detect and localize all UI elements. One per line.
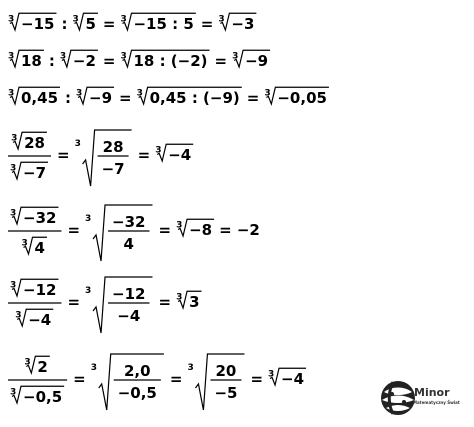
equation-line5: [8, 205, 260, 261]
root-index: 3: [136, 88, 143, 99]
radicand: −0,05: [277, 89, 327, 107]
root-index: 3: [120, 51, 127, 62]
radicand: 18 : (−2): [133, 52, 208, 70]
root-index: 3: [21, 238, 28, 249]
root-index: 3: [120, 14, 127, 25]
root-index: 3: [10, 208, 17, 219]
equals-sign: =: [57, 146, 70, 164]
root-index: 3: [155, 145, 162, 156]
root-index: 3: [8, 14, 15, 25]
radicand: −0,5: [23, 388, 63, 406]
root-index: 3: [264, 88, 271, 99]
root-index: 3: [85, 286, 92, 296]
root-index: 3: [72, 14, 79, 25]
equals-sign: =: [169, 370, 183, 388]
logo-subtitle: Matematyczny Świat: [413, 400, 460, 405]
radicand: −2: [72, 52, 96, 70]
root-index: 3: [187, 363, 194, 373]
radicand: −4: [28, 311, 52, 329]
radicand: −4: [168, 146, 192, 164]
equals-sign: =: [158, 293, 172, 311]
globe-icon: [381, 381, 415, 415]
equals-sign: =: [102, 52, 116, 70]
equals-sign: =: [102, 15, 116, 33]
equation-line7: [8, 354, 306, 410]
equals-sign: =: [73, 370, 86, 388]
radicand: −9: [245, 52, 269, 70]
root-index: 3: [85, 214, 92, 224]
root-index: 3: [8, 51, 15, 62]
radicand: −8: [189, 221, 213, 239]
equation-line4: [8, 130, 193, 186]
root-index: 3: [176, 220, 183, 231]
equals-sign: =: [137, 146, 151, 164]
root-index: 3: [24, 357, 31, 368]
root-index: 3: [176, 292, 183, 303]
minor-logo: [381, 381, 460, 415]
denominator: −0,5: [117, 384, 157, 402]
denominator: −5: [214, 384, 238, 402]
radicand: −12: [23, 281, 57, 299]
equals-sign: =: [67, 293, 81, 311]
equation-line1: [8, 13, 256, 33]
equation-line3: [8, 87, 329, 107]
numerator: 20: [215, 362, 237, 380]
root-index: 3: [59, 51, 67, 62]
root-index: 3: [268, 369, 275, 380]
numerator: −32: [112, 213, 146, 231]
radicand: 3: [189, 293, 200, 311]
root-index: 3: [8, 88, 15, 99]
root-index: 3: [10, 387, 17, 398]
radicand: −4: [281, 370, 305, 388]
denominator: −7: [101, 160, 125, 178]
root-index: 3: [15, 310, 22, 321]
root-index: 3: [74, 139, 81, 149]
radicand: 5: [85, 15, 96, 33]
radicand: 28: [24, 134, 45, 152]
equation-line6: [8, 277, 202, 333]
radicand: 4: [34, 239, 45, 257]
equals-sign: =: [246, 89, 260, 107]
radicand: −3: [231, 15, 255, 33]
radicand: −15 : 5: [133, 15, 194, 33]
equals-sign: =: [250, 370, 264, 388]
radicand: 0,45 : (−9): [149, 89, 240, 107]
denominator: 4: [123, 235, 134, 253]
radicand: −9: [89, 89, 113, 107]
radicand: 0,45: [21, 89, 59, 107]
division-sign: :: [48, 52, 55, 70]
equals-sign: =: [200, 15, 214, 33]
root-index: 3: [10, 280, 17, 291]
numerator: 28: [102, 138, 124, 156]
equals-sign: =: [67, 221, 81, 239]
equals-sign: =: [119, 89, 132, 107]
division-sign: :: [61, 15, 68, 33]
radicand: −7: [23, 164, 47, 182]
radicand: −32: [23, 209, 57, 227]
radicand: 18: [21, 52, 42, 70]
equals-sign: =: [158, 221, 172, 239]
numerator: 2,0: [124, 362, 151, 380]
equation-line2: [8, 50, 270, 70]
division-sign: :: [65, 89, 72, 107]
radicand: 2: [37, 358, 48, 376]
root-index: 3: [10, 163, 17, 174]
equals-sign: = −2: [219, 221, 260, 239]
root-index: 3: [232, 51, 239, 62]
equals-sign: =: [214, 52, 228, 70]
denominator: −4: [117, 307, 141, 325]
radicand: −15: [21, 15, 55, 33]
numerator: −12: [112, 285, 146, 303]
root-index: 3: [218, 14, 225, 25]
logo-title: Minor: [414, 386, 450, 399]
root-index: 3: [76, 88, 83, 99]
root-index: 3: [90, 363, 97, 373]
root-index: 3: [11, 133, 18, 144]
